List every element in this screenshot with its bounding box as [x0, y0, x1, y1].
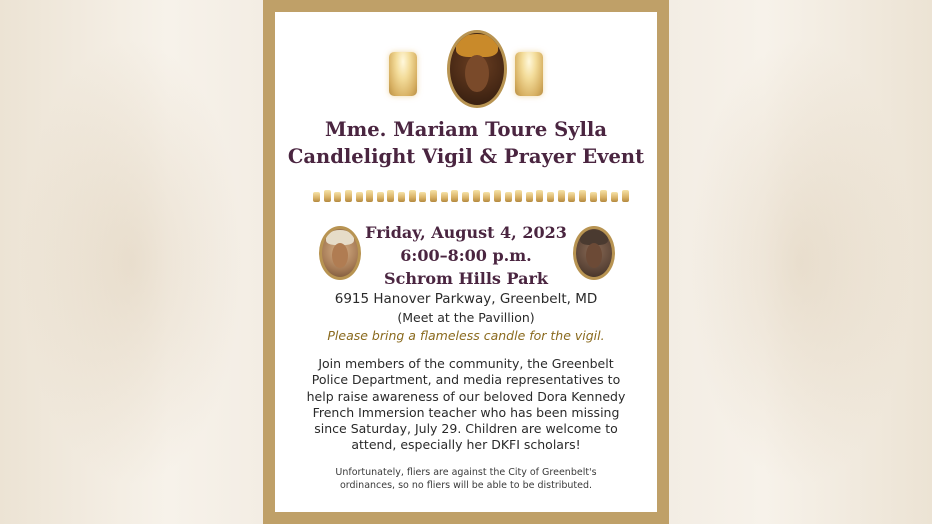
fine-print — [295, 466, 637, 492]
mini-candle-icon — [430, 190, 437, 202]
mini-candle-icon — [558, 190, 565, 202]
description-line: help raise awareness of our beloved Dora Kennedy — [306, 388, 626, 404]
mini-candle-icon — [526, 192, 533, 202]
mini-candle-icon — [473, 190, 480, 202]
mini-candle-icon — [600, 190, 607, 202]
fine-print-line: ordinances, so no fliers will be able to be distributed. — [339, 480, 593, 491]
mini-candle-icon — [505, 192, 512, 202]
background-blur-left — [0, 0, 263, 524]
background-blur-right — [669, 0, 932, 524]
mini-candle-icon — [494, 190, 501, 202]
meet-note: (Meet at the Pavillion) — [397, 310, 535, 325]
mini-candle-icon — [568, 192, 575, 202]
candle-icon — [515, 52, 543, 96]
mini-candle-icon — [441, 192, 448, 202]
vigil-flyer — [263, 0, 669, 524]
portrait-main — [447, 30, 507, 108]
mini-candle-icon — [590, 192, 597, 202]
description-line: French Immersion teacher who has been missing — [312, 404, 620, 420]
headwrap — [456, 34, 497, 57]
mini-candle-icon — [345, 190, 352, 202]
mini-candle-icon — [356, 192, 363, 202]
flyer-title-event: Candlelight Vigil & Prayer Event — [287, 145, 645, 168]
description-line: Join members of the community, the Greenbelt — [318, 356, 614, 371]
description-line: Police Department, and media representatives to — [311, 372, 621, 388]
mini-candle-icon — [622, 190, 629, 202]
mini-candle-icon — [387, 190, 394, 202]
flyer-content — [275, 12, 657, 512]
mini-candle-icon — [515, 190, 522, 202]
flyer-title-name: Mme. Mariam Toure Sylla — [325, 118, 607, 141]
event-description — [295, 356, 637, 454]
mini-candle-icon — [462, 192, 469, 202]
description-line: attend, especially her DKFI scholars! — [351, 437, 581, 453]
event-location: Schrom Hills Park — [384, 269, 548, 288]
mini-candle-icon — [313, 192, 320, 202]
candle-icon — [389, 52, 417, 96]
candle-note: Please bring a flameless candle for the vigil. — [327, 328, 605, 343]
mini-candle-icon — [451, 190, 458, 202]
mini-candle-icon — [611, 192, 618, 202]
fine-print-line: Unfortunately, fliers are against the City of Greenbelt's — [335, 467, 597, 478]
mini-candle-icon — [409, 190, 416, 202]
mini-candle-icon — [366, 190, 373, 202]
mini-candle-icon — [579, 190, 586, 202]
mini-candle-icon — [334, 192, 341, 202]
event-time: 6:00–8:00 p.m. — [400, 246, 532, 265]
face — [465, 55, 489, 92]
candle-strip — [313, 188, 629, 202]
mini-candle-icon — [483, 192, 490, 202]
mini-candle-icon — [419, 192, 426, 202]
mini-candle-icon — [536, 190, 543, 202]
mini-candle-icon — [377, 192, 384, 202]
mini-candle-icon — [398, 192, 405, 202]
description-line: since Saturday, July 29. Children are welcome to — [314, 421, 618, 437]
mini-candle-icon — [324, 190, 331, 202]
event-address: 6915 Hanover Parkway, Greenbelt, MD — [334, 291, 598, 307]
event-date: Friday, August 4, 2023 — [365, 223, 567, 242]
mini-candle-icon — [547, 192, 554, 202]
